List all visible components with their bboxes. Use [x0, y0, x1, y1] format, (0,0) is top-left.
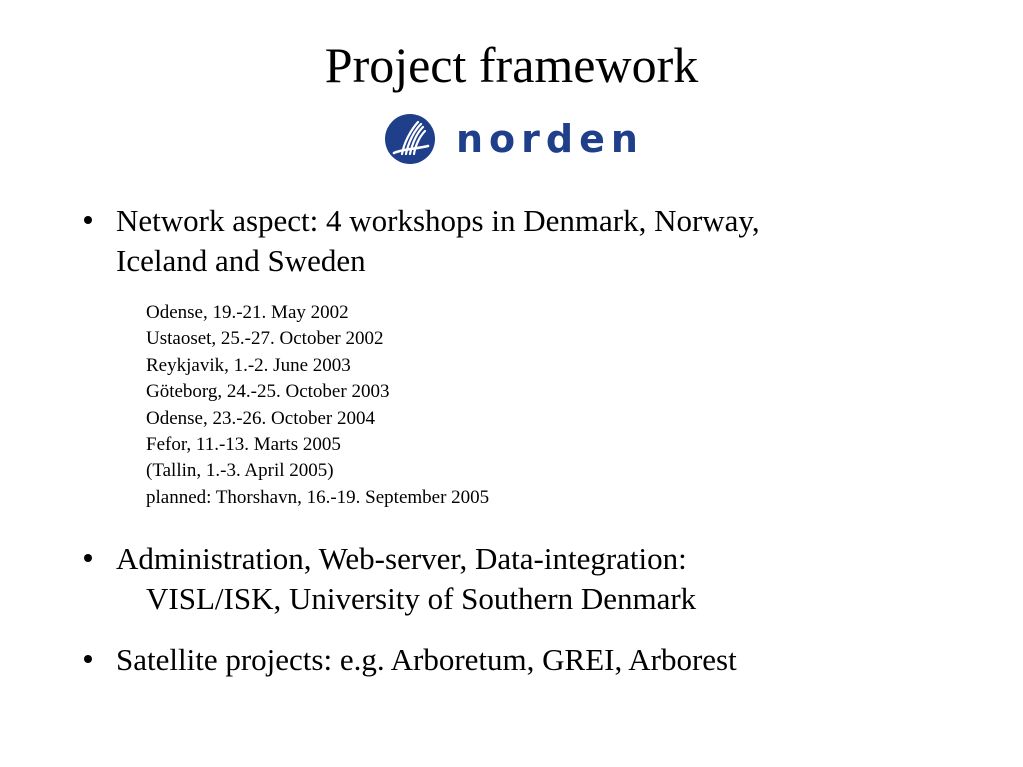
bullet-dot [84, 216, 92, 224]
list-item: Fefor, 11.-13. Marts 2005 [146, 434, 341, 456]
slide-title: Project framework [324, 37, 699, 93]
bullet-text [116, 640, 916, 680]
list-item: Reykjavik, 1.-2. June 2003 [146, 354, 351, 376]
bullet-line: Network aspect: 4 workshops in Denmark, Norway, [116, 203, 760, 238]
norden-logo [384, 113, 644, 167]
norden-wordmark: norden [456, 117, 644, 161]
list-item: Ustaoset, 25.-27. October 2002 [146, 328, 384, 350]
bullet-line: VISL/ISK, University of Southern Denmark [146, 581, 697, 616]
bullet-line: Iceland and Sweden [116, 243, 366, 278]
workshop-list [146, 300, 746, 511]
list-item: (Tallin, 1.-3. April 2005) [146, 460, 334, 482]
list-item: planned: Thorshavn, 16.-19. September 2005 [146, 486, 490, 508]
bullet-text [116, 539, 916, 619]
norden-swan-icon [384, 113, 436, 165]
bullet-line: Satellite projects: e.g. Arboretum, GREI, Arborest [116, 642, 737, 677]
list-item: Odense, 19.-21. May 2002 [146, 302, 349, 323]
bullet-line: Administration, Web-server, Data-integration: [116, 541, 687, 576]
list-item: Odense, 23.-26. October 2004 [146, 407, 376, 429]
bullet-dot [84, 655, 92, 663]
list-item: Göteborg, 24.-25. October 2003 [146, 381, 390, 403]
bullet-dot [84, 554, 92, 562]
bullet-text [116, 201, 916, 281]
